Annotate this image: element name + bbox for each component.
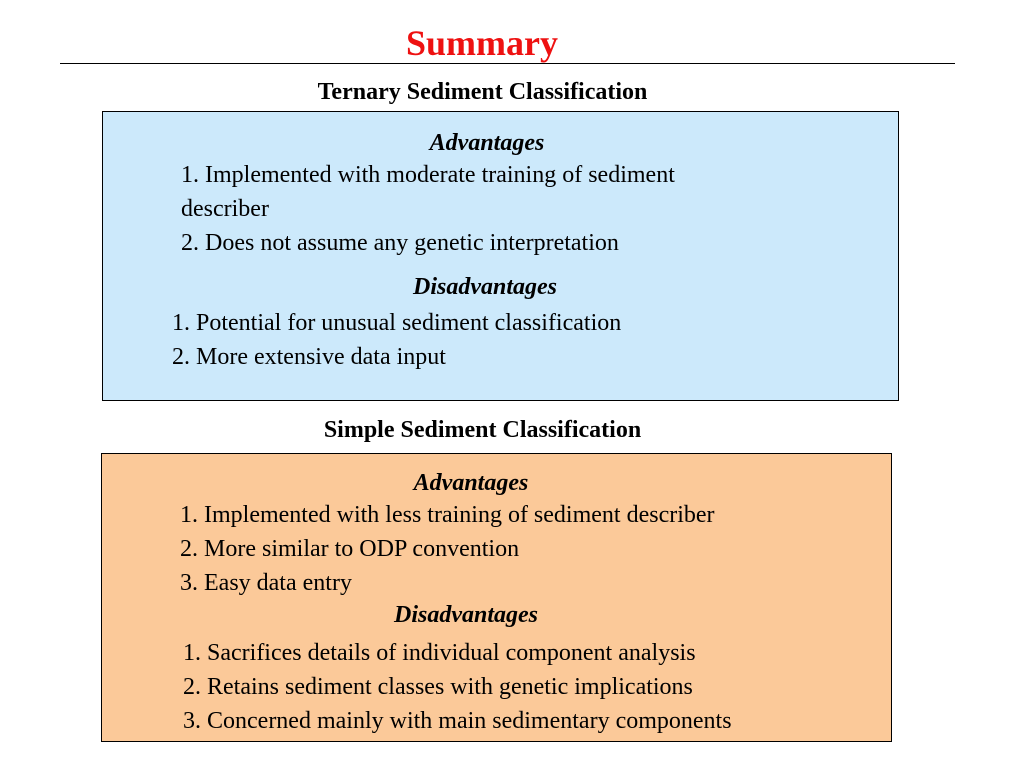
simple-summary-box	[101, 453, 892, 742]
simple-advantage-1: 1. Implemented with less training of sediment describer	[180, 502, 715, 528]
ternary-advantage-2: 2. Does not assume any genetic interpretation	[181, 230, 619, 256]
simple-advantages-heading: Advantages	[413, 470, 529, 496]
simple-disadvantage-3: 3. Concerned mainly with main sedimentary components	[183, 708, 732, 734]
simple-disadvantages-heading: Disadvantages	[394, 602, 538, 628]
ternary-disadvantages-heading: Disadvantages	[413, 274, 557, 300]
simple-disadvantage-2: 2. Retains sediment classes with genetic implications	[183, 674, 693, 700]
simple-disadvantage-1: 1. Sacrifices details of individual component analysis	[183, 640, 696, 666]
page-title: Summary	[406, 23, 558, 63]
ternary-advantage-1-continued: describer	[181, 196, 269, 222]
ternary-disadvantage-2: 2. More extensive data input	[172, 344, 446, 370]
ternary-advantage-1: 1. Implemented with moderate training of sediment	[181, 162, 675, 188]
simple-advantage-2: 2. More similar to ODP convention	[180, 536, 520, 562]
ternary-advantages-heading: Advantages	[429, 130, 545, 156]
ternary-disadvantage-1: 1. Potential for unusual sediment classification	[172, 310, 622, 336]
simple-section-heading: Simple Sediment Classification	[323, 417, 642, 443]
title-divider	[60, 63, 955, 64]
ternary-section-heading: Ternary Sediment Classification	[317, 79, 648, 105]
simple-advantage-3: 3. Easy data entry	[180, 570, 352, 596]
ternary-summary-box	[102, 111, 899, 401]
